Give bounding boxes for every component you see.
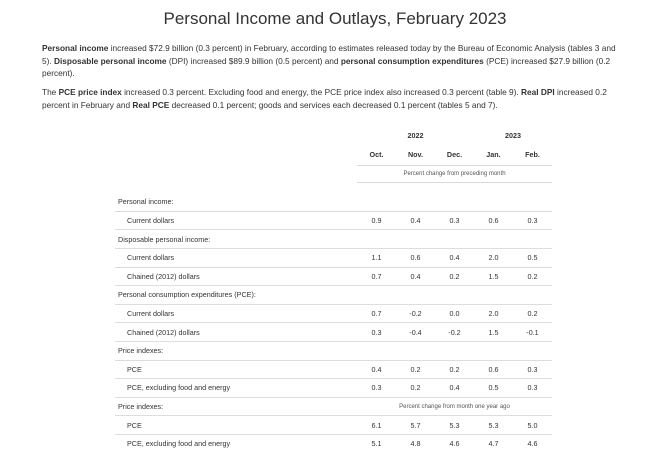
- table-row: [115, 379, 552, 398]
- row-label: Current dollars: [115, 248, 357, 267]
- value-cell: 0.2: [435, 267, 474, 286]
- paragraph-text: decreased 0.1 percent; goods and services each decreased 0.1 percent (tables 5 and 7).: [169, 99, 498, 110]
- bold-term: PCE price index: [58, 87, 122, 97]
- bold-term: Real DPI: [521, 87, 555, 97]
- value-cell: [474, 230, 513, 249]
- row-section-label: Price indexes:: [115, 397, 357, 416]
- spacer-row: [115, 183, 552, 194]
- paragraph-text: increased 0.3 percent. Excluding food and energy, the PCE price index also increased 0.3 percent (table 9).: [121, 87, 522, 97]
- value-cell: [513, 193, 552, 211]
- value-cell: 0.6: [396, 248, 435, 267]
- value-cell: [435, 286, 474, 305]
- value-cell: -0.1: [513, 323, 552, 342]
- value-cell: [474, 341, 513, 360]
- value-cell: [435, 193, 474, 211]
- month-header: Oct.: [357, 145, 396, 166]
- value-cell: [396, 230, 435, 249]
- row-section-label: Price indexes:: [115, 341, 357, 360]
- value-cell: [357, 341, 396, 360]
- month-header: Feb.: [513, 145, 552, 166]
- value-cell: [435, 341, 474, 360]
- value-cell: 0.4: [357, 360, 396, 379]
- value-cell: [396, 341, 435, 360]
- value-cell: [396, 193, 435, 211]
- value-cell: [396, 286, 435, 305]
- value-cell: 0.7: [357, 267, 396, 286]
- row-label: PCE: [115, 360, 357, 379]
- table-row: [115, 304, 552, 323]
- table-row: [115, 341, 552, 360]
- value-cell: 0.4: [435, 379, 474, 398]
- value-cell: 0.9: [357, 211, 396, 230]
- value-cell: 0.7: [357, 304, 396, 323]
- value-cell: 0.3: [513, 360, 552, 379]
- value-cell: 1.5: [474, 267, 513, 286]
- table-row: [115, 416, 552, 435]
- summary-paragraph-income: [42, 42, 627, 80]
- row-label: PCE: [115, 416, 357, 435]
- value-cell: 0.2: [513, 267, 552, 286]
- row-section-label: Disposable personal income:: [115, 230, 357, 249]
- table-row: [115, 211, 552, 230]
- value-cell: 5.3: [474, 416, 513, 435]
- year-header-row: [115, 127, 552, 145]
- value-cell: 0.2: [513, 304, 552, 323]
- table-row: [115, 323, 552, 342]
- value-cell: [474, 193, 513, 211]
- value-cell: 0.6: [474, 360, 513, 379]
- bold-term: Disposable personal income: [54, 55, 167, 66]
- value-cell: 5.0: [513, 416, 552, 435]
- value-cell: -0.4: [396, 323, 435, 342]
- value-cell: 4.6: [527, 439, 538, 449]
- month-header: Nov.: [396, 145, 435, 166]
- value-cell: 0.3: [357, 379, 396, 398]
- month-header: Jan.: [474, 145, 513, 166]
- value-cell: [513, 341, 552, 360]
- table-row: [115, 248, 552, 267]
- value-cell: 0.2: [435, 360, 474, 379]
- row-label: PCE, excluding food and energy: [115, 379, 357, 398]
- paragraph-text: (PCE) increased $27.9 billion (0.2 percent).: [42, 55, 611, 79]
- value-cell: [357, 193, 396, 211]
- value-cell: 0.4: [396, 211, 435, 230]
- table-row: [115, 230, 552, 249]
- year-2022-header: 2022: [407, 131, 424, 141]
- value-cell: 0.5: [513, 248, 552, 267]
- paragraph-text: increased 0.2 percent in February and: [42, 87, 607, 110]
- value-cell: -0.2: [396, 304, 435, 323]
- table-row: [115, 286, 552, 305]
- value-cell: [357, 230, 396, 249]
- value-cell: 2.0: [474, 248, 513, 267]
- bold-term: Personal income: [42, 43, 109, 53]
- value-cell: 0.6: [474, 211, 513, 230]
- value-cell: -0.2: [435, 323, 474, 342]
- paragraph-text: (DPI) increased $89.9 billion (0.5 percent) and: [166, 55, 341, 66]
- value-cell: 6.1: [357, 416, 396, 435]
- table-subheader: Percent change from preceding month: [357, 165, 552, 183]
- row-label: PCE, excluding food and energy: [127, 439, 231, 449]
- row-label: Current dollars: [115, 304, 357, 323]
- value-cell: 1.1: [357, 248, 396, 267]
- bold-term: personal consumption expenditures: [340, 55, 484, 66]
- year-2023-header: 2023: [505, 131, 521, 141]
- value-cell: [435, 230, 474, 249]
- table-row: [115, 360, 552, 379]
- value-cell: 0.2: [396, 360, 435, 379]
- value-cell: 0.3: [513, 211, 552, 230]
- value-cell: 0.4: [435, 248, 474, 267]
- subheader-row: [115, 165, 552, 183]
- month-header-row: [115, 145, 552, 166]
- summary-paragraph-prices: [42, 86, 627, 111]
- table-row: [115, 434, 552, 452]
- value-cell: 0.0: [435, 304, 474, 323]
- value-cell: 0.3: [513, 379, 552, 398]
- month-header: Dec.: [435, 145, 474, 166]
- table-subheader-note: Percent change from month one year ago: [357, 397, 552, 416]
- table-row: [115, 397, 552, 416]
- bold-term: Real PCE: [132, 99, 170, 110]
- value-cell: 4.7: [488, 439, 499, 449]
- value-cell: [513, 230, 552, 249]
- percent-change-table: [115, 127, 552, 453]
- value-cell: 0.3: [357, 323, 396, 342]
- table-row: [115, 267, 552, 286]
- row-label: Chained (2012) dollars: [115, 267, 357, 286]
- value-cell: 5.3: [435, 416, 474, 435]
- row-section-label: Personal income:: [115, 193, 357, 211]
- value-cell: [357, 286, 396, 305]
- value-cell: 2.0: [474, 304, 513, 323]
- value-cell: 4.6: [449, 439, 460, 449]
- paragraph-text: increased $72.9 billion (0.3 percent) in February, according to estimates released today by the Bureau of Economic Analysis (tables 3 and 5).: [42, 43, 616, 66]
- table-row: [115, 193, 552, 211]
- paragraph-text: The: [42, 87, 59, 97]
- value-cell: 0.3: [435, 211, 474, 230]
- value-cell: 5.1: [371, 439, 382, 449]
- value-cell: [474, 286, 513, 305]
- value-cell: 5.7: [396, 416, 435, 435]
- value-cell: 4.8: [410, 439, 421, 449]
- row-section-label: Personal consumption expenditures (PCE):: [115, 286, 357, 305]
- value-cell: 0.4: [396, 267, 435, 286]
- value-cell: [513, 286, 552, 305]
- row-label: Current dollars: [115, 211, 357, 230]
- value-cell: 0.5: [474, 379, 513, 398]
- value-cell: 1.5: [474, 323, 513, 342]
- value-cell: 0.2: [396, 379, 435, 398]
- page-title: Personal Income and Outlays, February 2023: [163, 9, 507, 28]
- row-label: Chained (2012) dollars: [115, 323, 357, 342]
